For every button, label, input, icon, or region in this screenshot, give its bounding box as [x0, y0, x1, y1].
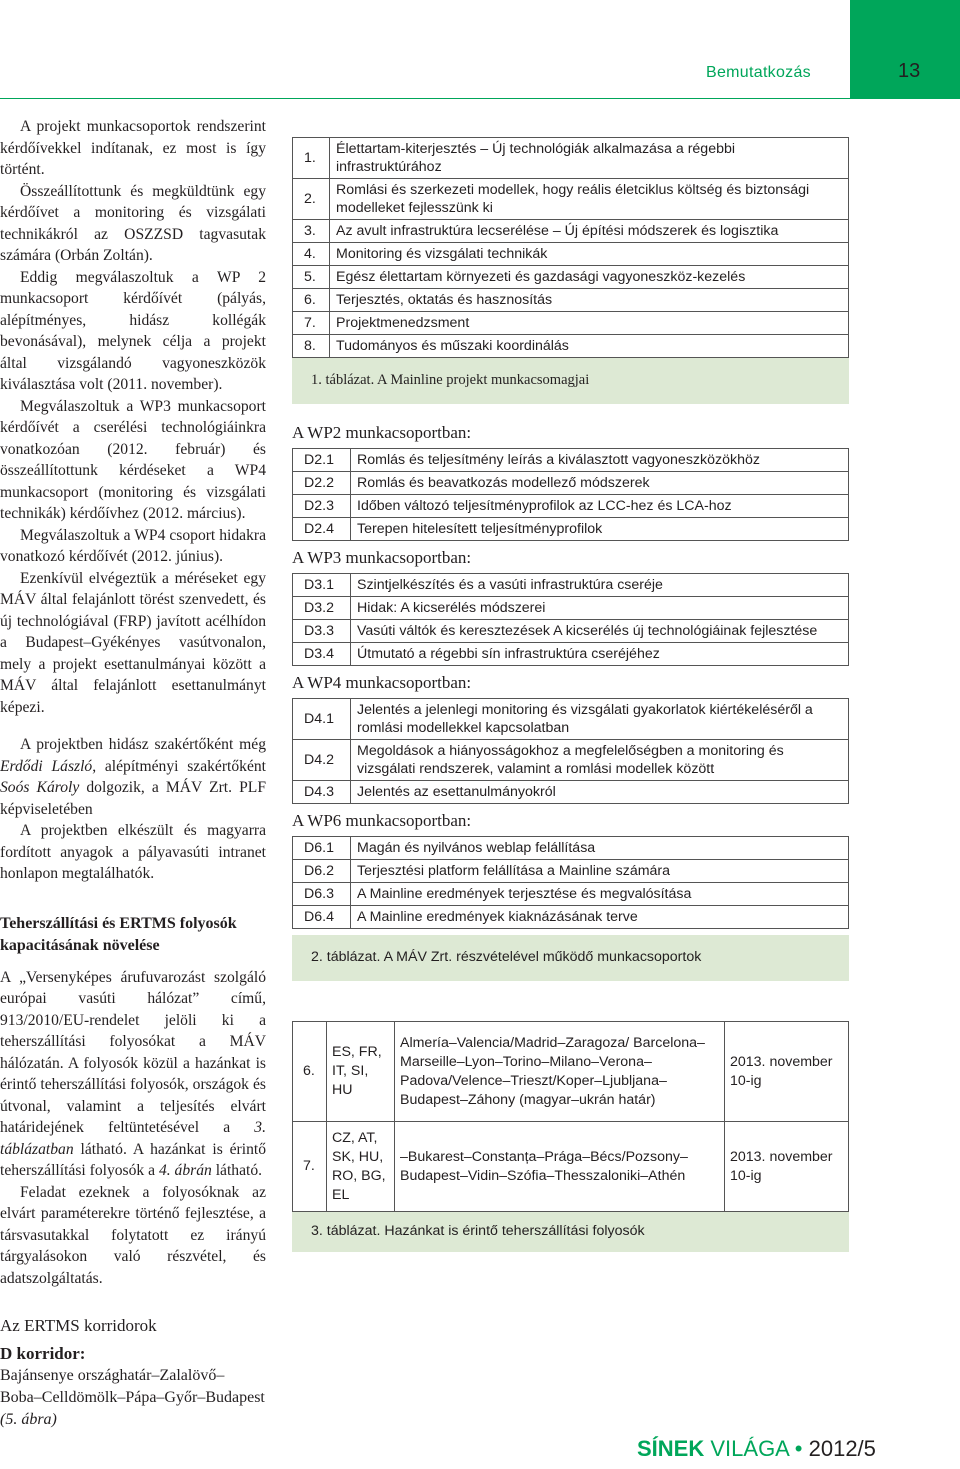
deliverable-code: D6.2 — [293, 860, 351, 883]
table-reference: 3. táblázatban — [0, 1119, 266, 1158]
deliverable-text: Vasúti váltók és keresztezések A kicserélés új technológiáinak fejlesztése — [351, 620, 849, 643]
table-row — [293, 289, 849, 312]
deliverable-text: Megoldások a hiányosságokhoz a megfelelőségben a monitoring és vizsgálati rendszerek, valamint a romlási modellek között — [351, 740, 849, 781]
header-accent — [850, 0, 960, 98]
deliverable-code: D2.1 — [293, 449, 351, 472]
table-row — [293, 518, 849, 541]
deliverable-text: Jelentés az esettanulmányokról — [351, 781, 849, 804]
table-row — [293, 1122, 849, 1212]
page-number: 13 — [898, 60, 921, 82]
row-text: Terjesztés, oktatás és hasznosítás — [330, 289, 849, 312]
corridor-deadline: 2013. november 10-ig — [725, 1022, 849, 1122]
paragraph: A projektben elkészült és magyarra fordított anyagok a pályavasúti intranet honlapon megtalálhatók. — [0, 822, 266, 882]
paragraph: Összeállítottunk és megküldtünk egy kérdőívet a monitoring és vizsgálati technikákról az OSZZSD tagvasutak számára (Orbán Zoltán). — [0, 182, 266, 264]
deliverable-code: D3.1 — [293, 574, 351, 597]
row-number: 3. — [293, 220, 330, 243]
row-text: Az avult infrastruktúra lecserélése – Új építési módszerek és logisztika — [330, 220, 849, 243]
brand-word: SÍNEK — [637, 1436, 705, 1461]
corridor-number: 7. — [293, 1122, 327, 1212]
table-row — [293, 906, 849, 929]
table-row — [293, 179, 849, 220]
figure-reference: 4. ábrán — [158, 1162, 212, 1179]
header-rule — [0, 98, 960, 99]
section-title: Bemutatkozás — [706, 64, 811, 81]
row-number: 7. — [293, 312, 330, 335]
deliverable-text: A Mainline eredmények kiaknázásának terve — [351, 906, 849, 929]
deliverable-code: D2.2 — [293, 472, 351, 495]
table-wp6 — [292, 836, 849, 929]
deliverable-text: Útmutató a régebbi sín infrastruktúra cseréjéhez — [351, 643, 849, 666]
row-text: Monitoring és vizsgálati technikák — [330, 243, 849, 266]
issue-number: 2012/5 — [808, 1436, 876, 1461]
row-number: 4. — [293, 243, 330, 266]
row-number: 2. — [293, 179, 330, 220]
paragraph: A projektben hidász szakértőként még Erdődi László, alépítményi szakértőként Soós Károly dolgozik, a MÁV Zrt. PLF képviseletében — [0, 736, 267, 818]
table-wp4 — [292, 698, 849, 804]
table-workpackages — [292, 137, 849, 358]
deliverable-code: D4.2 — [293, 740, 351, 781]
deliverable-text: Szintjelkészítés és a vasúti infrastruktúra cseréje — [351, 574, 849, 597]
row-text: Projektmenedzsment — [330, 312, 849, 335]
wp3-title: A WP3 munkacsoportban: — [292, 548, 472, 567]
deliverable-code: D4.3 — [293, 781, 351, 804]
deliverable-code: D2.4 — [293, 518, 351, 541]
deliverable-text: Hidak: A kicserélés módszerei — [351, 597, 849, 620]
table-row — [293, 495, 849, 518]
corridor-number: 6. — [293, 1022, 327, 1122]
table-row — [293, 138, 849, 179]
row-number: 1. — [293, 138, 330, 179]
wp2-title: A WP2 munkacsoportban: — [292, 423, 472, 442]
deliverable-code: D6.1 — [293, 837, 351, 860]
deliverable-code: D6.3 — [293, 883, 351, 906]
deliverable-code: D3.3 — [293, 620, 351, 643]
table-corridors — [292, 1021, 849, 1212]
paragraph: Ezenkívül elvégeztük a méréseket egy MÁV által felajánlott törést szenvedett, és új technológiával (FRP) javított acélhídon a Budapest–Gyékényes vasútvonalon, mely a projekt esettanulmányai között a MÁV által felajánlott esettanulmányt képezi. — [0, 569, 266, 716]
deliverable-text: Terepen hitelesített teljesítményprofilok — [351, 518, 849, 541]
person-name: Erdődi László — [0, 757, 93, 775]
deliverable-code: D2.3 — [293, 495, 351, 518]
deliverable-text: Romlás és teljesítmény leírás a kiválasztott vagyoneszközökhöz — [351, 449, 849, 472]
corridor-countries: CZ, AT, SK, HU, RO, BG, EL — [327, 1122, 395, 1212]
deliverable-text: Jelentés a jelenlegi monitoring és vizsgálati gyakorlatok kiértékeléséről a romlási modellekkel kapcsolatban — [351, 699, 849, 740]
footer-brand — [637, 1436, 876, 1462]
paragraph: A „Versenyképes árufuvarozást szolgáló európai vasúti hálózat” című, 913/2010/EU-rendelet jelöli ki a teherszállítási folyosókat a MÁV hálózatán. A folyosók közül a hazánkat is érintő teherszállítási folyosók, országok és útvonal, valamint a teljesítés elvárt határidejének feltüntetésével a 3. táblázatban látható. A hazánkat is érintő teherszállítási folyosók a 4. ábrán látható. — [0, 968, 266, 1179]
table-row — [293, 699, 849, 740]
brand-word: VILÁGA — [710, 1436, 789, 1461]
deliverable-text: Romlás és beavatkozás modellező módszerek — [351, 472, 849, 495]
deliverable-code: D4.1 — [293, 699, 351, 740]
row-number: 6. — [293, 289, 330, 312]
table-row — [293, 472, 849, 495]
left-column — [0, 116, 266, 1431]
deliverable-text: Terjesztési platform felállítása a Mainline számára — [351, 860, 849, 883]
row-text: Egész élettartam környezeti és gazdasági vagyoneszköz-kezelés — [330, 266, 849, 289]
deliverable-code: D3.2 — [293, 597, 351, 620]
corridor-deadline: 2013. november 10-ig — [725, 1122, 849, 1212]
table-row — [293, 740, 849, 781]
table-row — [293, 266, 849, 289]
row-number: 5. — [293, 266, 330, 289]
table-row — [293, 449, 849, 472]
deliverable-text: A Mainline eredmények terjesztése és megvalósítása — [351, 883, 849, 906]
row-text: Élettartam-kiterjesztés – Új technológiák alkalmazása a régebbi infrastruktúrához — [330, 138, 849, 179]
deliverable-code: D3.4 — [293, 643, 351, 666]
corridor-route: –Bukarest–Constanța–Prága–Bécs/Pozsony–Budapest–Vidin–Szófia–Thesszaloniki–Athén — [395, 1122, 725, 1212]
deliverable-code: D6.4 — [293, 906, 351, 929]
paragraph: Eddig megválaszoltuk a WP 2 munkacsoport kérdőívét (pályás, alépítményes, hidász kollégák bevonásával), melynek célja a projekt által vizsgálandó vagyoneszközök kiválasztása volt (2011. november). — [0, 268, 266, 393]
corridor-route: Bajánsenye országhatár–Zalalövő–Boba–Celldömölk–Pápa–Győr–Budapest — [0, 1367, 265, 1406]
figure-reference: (5. ábra) — [0, 1411, 57, 1428]
table-wp2 — [292, 448, 849, 541]
person-name: Soós Károly — [0, 779, 80, 796]
row-text: Tudományos és műszaki koordinálás — [330, 335, 849, 358]
table-row — [293, 220, 849, 243]
table-wp3 — [292, 573, 849, 666]
deliverable-text: Magán és nyilvános weblap felállítása — [351, 837, 849, 860]
table-caption: 1. táblázat. A Mainline projekt munkacsomagjai — [292, 358, 849, 404]
row-text: Romlási és szerkezeti modellek, hogy reális életciklus költség és biztonsági modelleket fejlesszünk ki — [330, 179, 849, 220]
table-row — [293, 781, 849, 804]
paragraph: Megválaszoltuk a WP4 csoport hidakra vonatkozó kérdőívét (2012. június). — [0, 526, 266, 565]
table-row — [293, 574, 849, 597]
table-row — [293, 243, 849, 266]
row-number: 8. — [293, 335, 330, 358]
corridor-heading: D korridor: — [0, 1344, 86, 1363]
separator: • — [794, 1436, 803, 1461]
table-row — [293, 643, 849, 666]
table-caption: 3. táblázat. Hazánkat is érintő teherszállítási folyosók — [292, 1212, 849, 1252]
table-row — [293, 312, 849, 335]
table-caption: 2. táblázat. A MÁV Zrt. részvételével működő munkacsoportok — [292, 935, 849, 981]
right-column — [292, 137, 849, 1252]
paragraph: A projekt munkacsoportok rendszerint kérdőívekkel indítanak, ez most is így történt. — [0, 118, 266, 178]
paragraph: Feladat ezeknek a folyosóknak az elvárt paraméterekre történő fejlesztése, a társvasutakkal folytatott ez irányú tárgyalásokon való részvétel, és adatszolgáltatás. — [0, 1183, 266, 1287]
wp6-title: A WP6 munkacsoportban: — [292, 811, 472, 830]
table-row — [293, 597, 849, 620]
deliverable-text: Időben változó teljesítményprofilok az LCC-hez és LCA-hoz — [351, 495, 849, 518]
table-row — [293, 335, 849, 358]
subheading: Az ERTMS korridorok — [0, 1316, 157, 1335]
corridor-countries: ES, FR, IT, SI, HU — [327, 1022, 395, 1122]
table-row — [293, 883, 849, 906]
corridor-route: Almería–Valencia/Madrid–Zaragoza/ Barcelona–Marseille–Lyon–Torino–Milano–Verona–Padova/Velence–Trieszt/Koper–Ljubljana–Budapest–Záhony (magyar–ukrán határ) — [395, 1022, 725, 1122]
table-row — [293, 860, 849, 883]
section-heading: Teherszállítási és ERTMS folyosók kapacitásának növelése — [0, 914, 237, 954]
table-row — [293, 837, 849, 860]
table-row — [293, 1022, 849, 1122]
paragraph: Megválaszoltuk a WP3 munkacsoport kérdőívét a cserélési technológiáinkra vonatkozóan (2012. február) és összeállítottunk kérdéseket a WP4 munkacsoport (monitoring és vizsgálati technikák) kérdőívhez (2012. március). — [0, 397, 266, 522]
table-row — [293, 620, 849, 643]
wp4-title: A WP4 munkacsoportban: — [292, 673, 472, 692]
